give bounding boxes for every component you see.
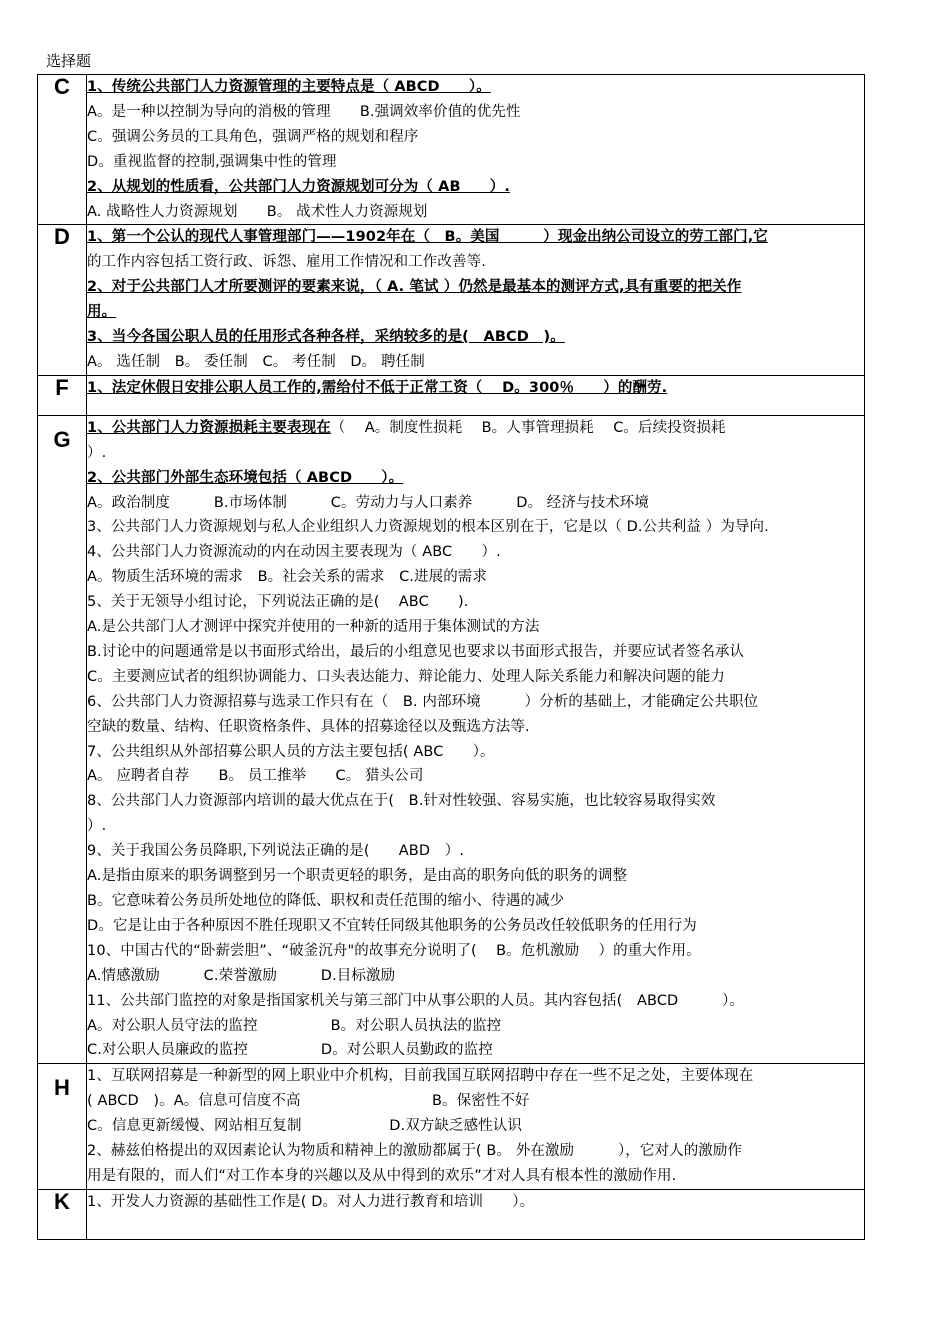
question-g8-cont: ）.: [87, 818, 107, 835]
question-g6-cont: 空缺的数量、结构、任职资格条件、具体的招募途径以及甄选方法等.: [87, 718, 530, 735]
option-line: A. 战略性人力资源规划 B。 战术性人力资源规划: [87, 203, 428, 220]
question-d1: 1、第一个公认的现代人事管理部门——1902年在（ B。美国 ）现金出纳公司设立的劳工部门,它: [87, 229, 768, 246]
question-g5: 5、关于无领导小组讨论，下列说法正确的是( ABC ).: [87, 594, 469, 611]
section-letter-f: F: [38, 375, 87, 415]
section-g: [38, 415, 865, 1064]
question-k1: 1、开发人力资源的基础性工作是( D。对人力进行教育和培训 ）。: [87, 1193, 535, 1210]
question-g11: 11、公共部门监控的对象是指国家机关与第三部门中从事公职的人员。其内容包括( ABCD ）。: [87, 992, 745, 1009]
section-h-content: [87, 1064, 865, 1190]
question-g1-cont: ）.: [87, 444, 107, 461]
question-h2-cont: 用是有限的，而人们“对工作本身的兴趣以及从中得到的欢乐”才对人具有根本性的激励作用.: [87, 1167, 677, 1184]
question-d1-cont: 的工作内容包括工资行政、诉怨、雇用工作情况和工作改善等.: [87, 254, 486, 271]
question-g3: 3、公共部门人力资源规划与私人企业组织人力资源规划的根本区别在于，它是以（ D.公共利益 ）为导向.: [87, 519, 769, 536]
option-line: B.讨论中的问题通常是以书面形式给出，最后的小组意见也要求以书面形式报告，并要应试者签名承认: [87, 643, 745, 660]
option-line: A。对公职人员守法的监控 B。对公职人员执法的监控: [87, 1017, 502, 1034]
blank-space: [87, 401, 864, 415]
option-line: C。信息更新缓慢、网站相互复制 D.双方缺乏感性认识: [87, 1118, 522, 1135]
section-d-content: [87, 225, 865, 375]
question-d2: 2、对于公共部门人才所要测评的要素来说，（ A. 笔试 ）仍然是最基本的测评方式,具有重要的把关作: [87, 279, 742, 296]
question-h2: 2、赫兹伯格提出的双因素论认为物质和精神上的激励都属于( B。 外在激励 ），它对人的激励作: [87, 1143, 743, 1160]
question-g6: 6、公共部门人力资源招募与选录工作只有在（ B. 内部环境 ）分析的基础上，才能确定公共职位: [87, 693, 759, 710]
option-line: A。物质生活环境的需求 B。社会关系的需求 C.进展的需求: [87, 569, 487, 586]
option-line: A.是指由原来的职务调整到另一个职责更轻的职务，是由高的职务向低的职务的调整: [87, 868, 628, 885]
option-line: B。它意味着公务员所处地位的降低、职权和责任范围的缩小、待遇的减少: [87, 893, 565, 909]
section-f: [38, 375, 865, 415]
option-line: A。 应聘者自荐 B。 员工推举 C。 猎头公司: [87, 768, 424, 785]
option-line: D。重视监督的控制,强调集中性的管理: [87, 153, 337, 170]
section-letter-k: K: [38, 1189, 87, 1239]
section-g-content: [87, 415, 865, 1064]
option-line: C。强调公务员的工具角色，强调严格的规划和程序: [87, 128, 419, 145]
option-line: A.是公共部门人才测评中探究并使用的一种新的适用于集体测试的方法: [87, 619, 540, 636]
question-g1-stem: 1、公共部门人力资源损耗主要表现在: [87, 419, 331, 436]
blank-space: [87, 1215, 864, 1239]
page-title: 选择题: [46, 52, 92, 70]
section-d: [38, 225, 865, 375]
question-g7: 7、公共组织从外部招募公职人员的方法主要包括( ABC ）。: [87, 743, 495, 760]
question-d3: 3、当今各国公职人员的任用形式各种各样，采纳较多的是( ABCD )。: [87, 329, 565, 346]
question-g1-options: （ A。制度性损耗 B。人事管理损耗 C。后续投资损耗: [330, 419, 726, 436]
question-h1-cont: ( ABCD )。A。信息可信度不高 B。保密性不好: [87, 1093, 530, 1110]
option-line: A。是一种以控制为导向的消极的管理 B.强调效率价值的优先性: [87, 103, 521, 120]
option-line: D。它是让由于各种原因不胜任现职又不宜转任同级其他职务的公务员改任较低职务的任用行为: [87, 917, 697, 934]
section-f-content: [87, 375, 865, 415]
question-g2: 2、公共部门外部生态环境包括（ ABCD ）。: [87, 469, 404, 486]
section-letter-g: G: [38, 415, 87, 1064]
option-line: A。 选任制 B。 委任制 C。 考任制 D。 聘任制: [87, 353, 425, 370]
question-c2: 2、从规划的性质看，公共部门人力资源规划可分为（ AB ）.: [87, 178, 511, 195]
question-table: [37, 74, 865, 1240]
question-g9: 9、关于我国公务员降职,下列说法正确的是( ABD ）.: [87, 843, 465, 860]
section-c-content: [87, 75, 865, 225]
question-g4: 4、公共部门人力资源流动的内在动因主要表现为（ ABC ）.: [87, 544, 501, 561]
section-k-content: [87, 1189, 865, 1239]
section-letter-d: D: [38, 225, 87, 375]
question-g8: 8、公共部门人力资源部内培训的最大优点在于( B.针对性较强、容易实施，也比较容易取得实效: [87, 793, 716, 810]
question-d2-cont: 用。: [87, 304, 117, 321]
section-k: [38, 1189, 865, 1239]
option-line: C。主要测应试者的组织协调能力、口头表达能力、辩论能力、处理人际关系能力和解决问题的能力: [87, 668, 726, 685]
option-line: A。政治制度 B.市场体制 C。劳动力与人口素养 D。 经济与技术环境: [87, 494, 649, 511]
option-line: A.情感激励 C.荣誉激励 D.目标激励: [87, 967, 396, 984]
question-h1: 1、互联网招募是一种新型的网上职业中介机构，目前我国互联网招聘中存在一些不足之处，主要体现在: [87, 1068, 754, 1085]
question-f1: 1、法定休假日安排公职人员工作的,需给付不低于正常工资（ D。300％ ）的酬劳.: [87, 379, 668, 396]
section-letter-h: H: [38, 1064, 87, 1190]
option-line: C.对公职人员廉政的监控 D。对公职人员勤政的监控: [87, 1042, 493, 1059]
section-letter-c: C: [38, 75, 87, 225]
section-c: [38, 75, 865, 225]
question-g10: 10、中国古代的“卧薪尝胆”、“破釜沉舟"的故事充分说明了( B。危机激励 ）的重大作用。: [87, 942, 701, 959]
question-c1: 1、传统公共部门人力资源管理的主要特点是（ ABCD ）。: [87, 79, 491, 95]
section-h: [38, 1064, 865, 1190]
question-g1: [87, 416, 864, 441]
